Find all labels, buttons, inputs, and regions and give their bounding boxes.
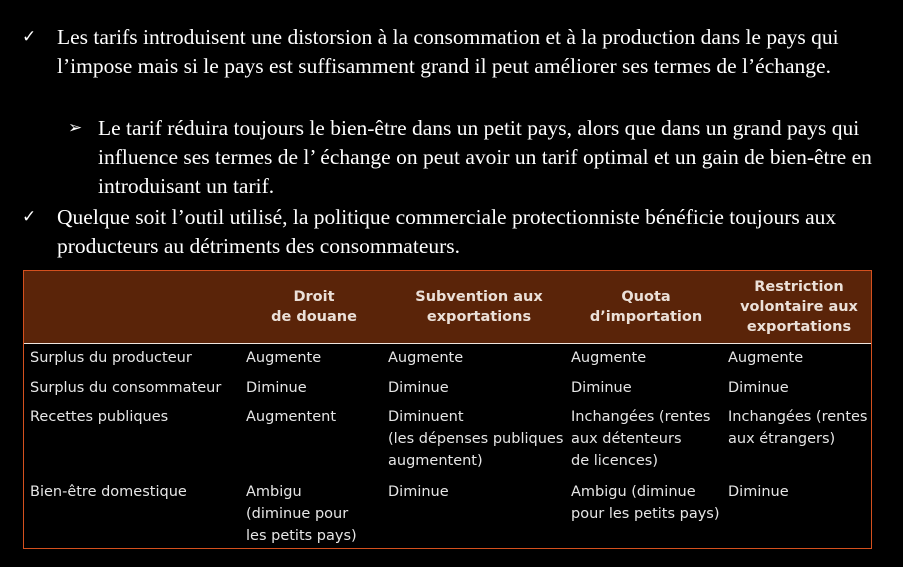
- table-cell: Ambigu (diminue pour les petits pays): [571, 484, 720, 522]
- sub-bullet-item: [68, 114, 888, 201]
- bullet-item: [22, 23, 887, 81]
- table-cell: Augmente: [571, 350, 647, 366]
- table-cell: Augmente: [728, 350, 804, 366]
- bullet-item: [22, 203, 887, 261]
- header-cell-empty: [30, 271, 240, 343]
- table-cell: Ambigu (diminue pour les petits pays): [246, 484, 357, 544]
- checkmark-icon: ✓: [22, 207, 37, 227]
- table-cell: Diminue: [388, 484, 449, 500]
- table-cell: Diminuent (les dépenses publiques augmentent): [388, 409, 564, 469]
- header-cell-droit-de-douane: Droit de douane: [271, 289, 357, 325]
- table-cell: Diminue: [388, 380, 449, 396]
- bullet-text: Le tarif réduira toujours le bien-être dans un petit pays, alors que dans un grand pays qui influence ses termes de l’ échange on peut avoir un tarif optimal et un gain de bien-être en introduisant un tarif.: [98, 116, 872, 198]
- row-label: Recettes publiques: [30, 409, 169, 425]
- table-cell: Diminue: [728, 380, 789, 396]
- checkmark-icon: ✓: [22, 27, 37, 47]
- table-cell: Diminue: [246, 380, 307, 396]
- table-cell: Diminue: [728, 484, 789, 500]
- table-cell: Inchangées (rentes aux détenteurs de licences): [571, 409, 711, 469]
- arrowhead-icon: ➢: [68, 118, 83, 138]
- header-cell-subvention: Subvention aux exportations: [415, 289, 543, 325]
- table-cell: Inchangées (rentes aux étrangers): [728, 409, 868, 447]
- table-cell: Augmentent: [246, 409, 337, 425]
- row-label: Surplus du producteur: [30, 350, 192, 366]
- bullet-text: Les tarifs introduisent une distorsion à la consommation et à la production dans le pays qui l’impose mais si le pays est suffisamment grand il peut améliorer ses termes de l’échange.: [57, 25, 839, 78]
- table-header: [24, 271, 871, 344]
- bullet-text: Quelque soit l’outil utilisé, la politique commerciale protectionniste bénéficie toujours aux producteurs au détriments des consommateurs.: [57, 205, 837, 258]
- comparison-table: [23, 270, 872, 549]
- row-label: Surplus du consommateur: [30, 380, 222, 396]
- table-cell: Diminue: [571, 380, 632, 396]
- header-cell-restriction: Restriction volontaire aux exportations: [740, 279, 858, 335]
- row-label: Bien-être domestique: [30, 484, 187, 500]
- table-cell: Augmente: [388, 350, 464, 366]
- header-cell-quota: Quota d’importation: [589, 289, 703, 325]
- table-cell: Augmente: [246, 350, 322, 366]
